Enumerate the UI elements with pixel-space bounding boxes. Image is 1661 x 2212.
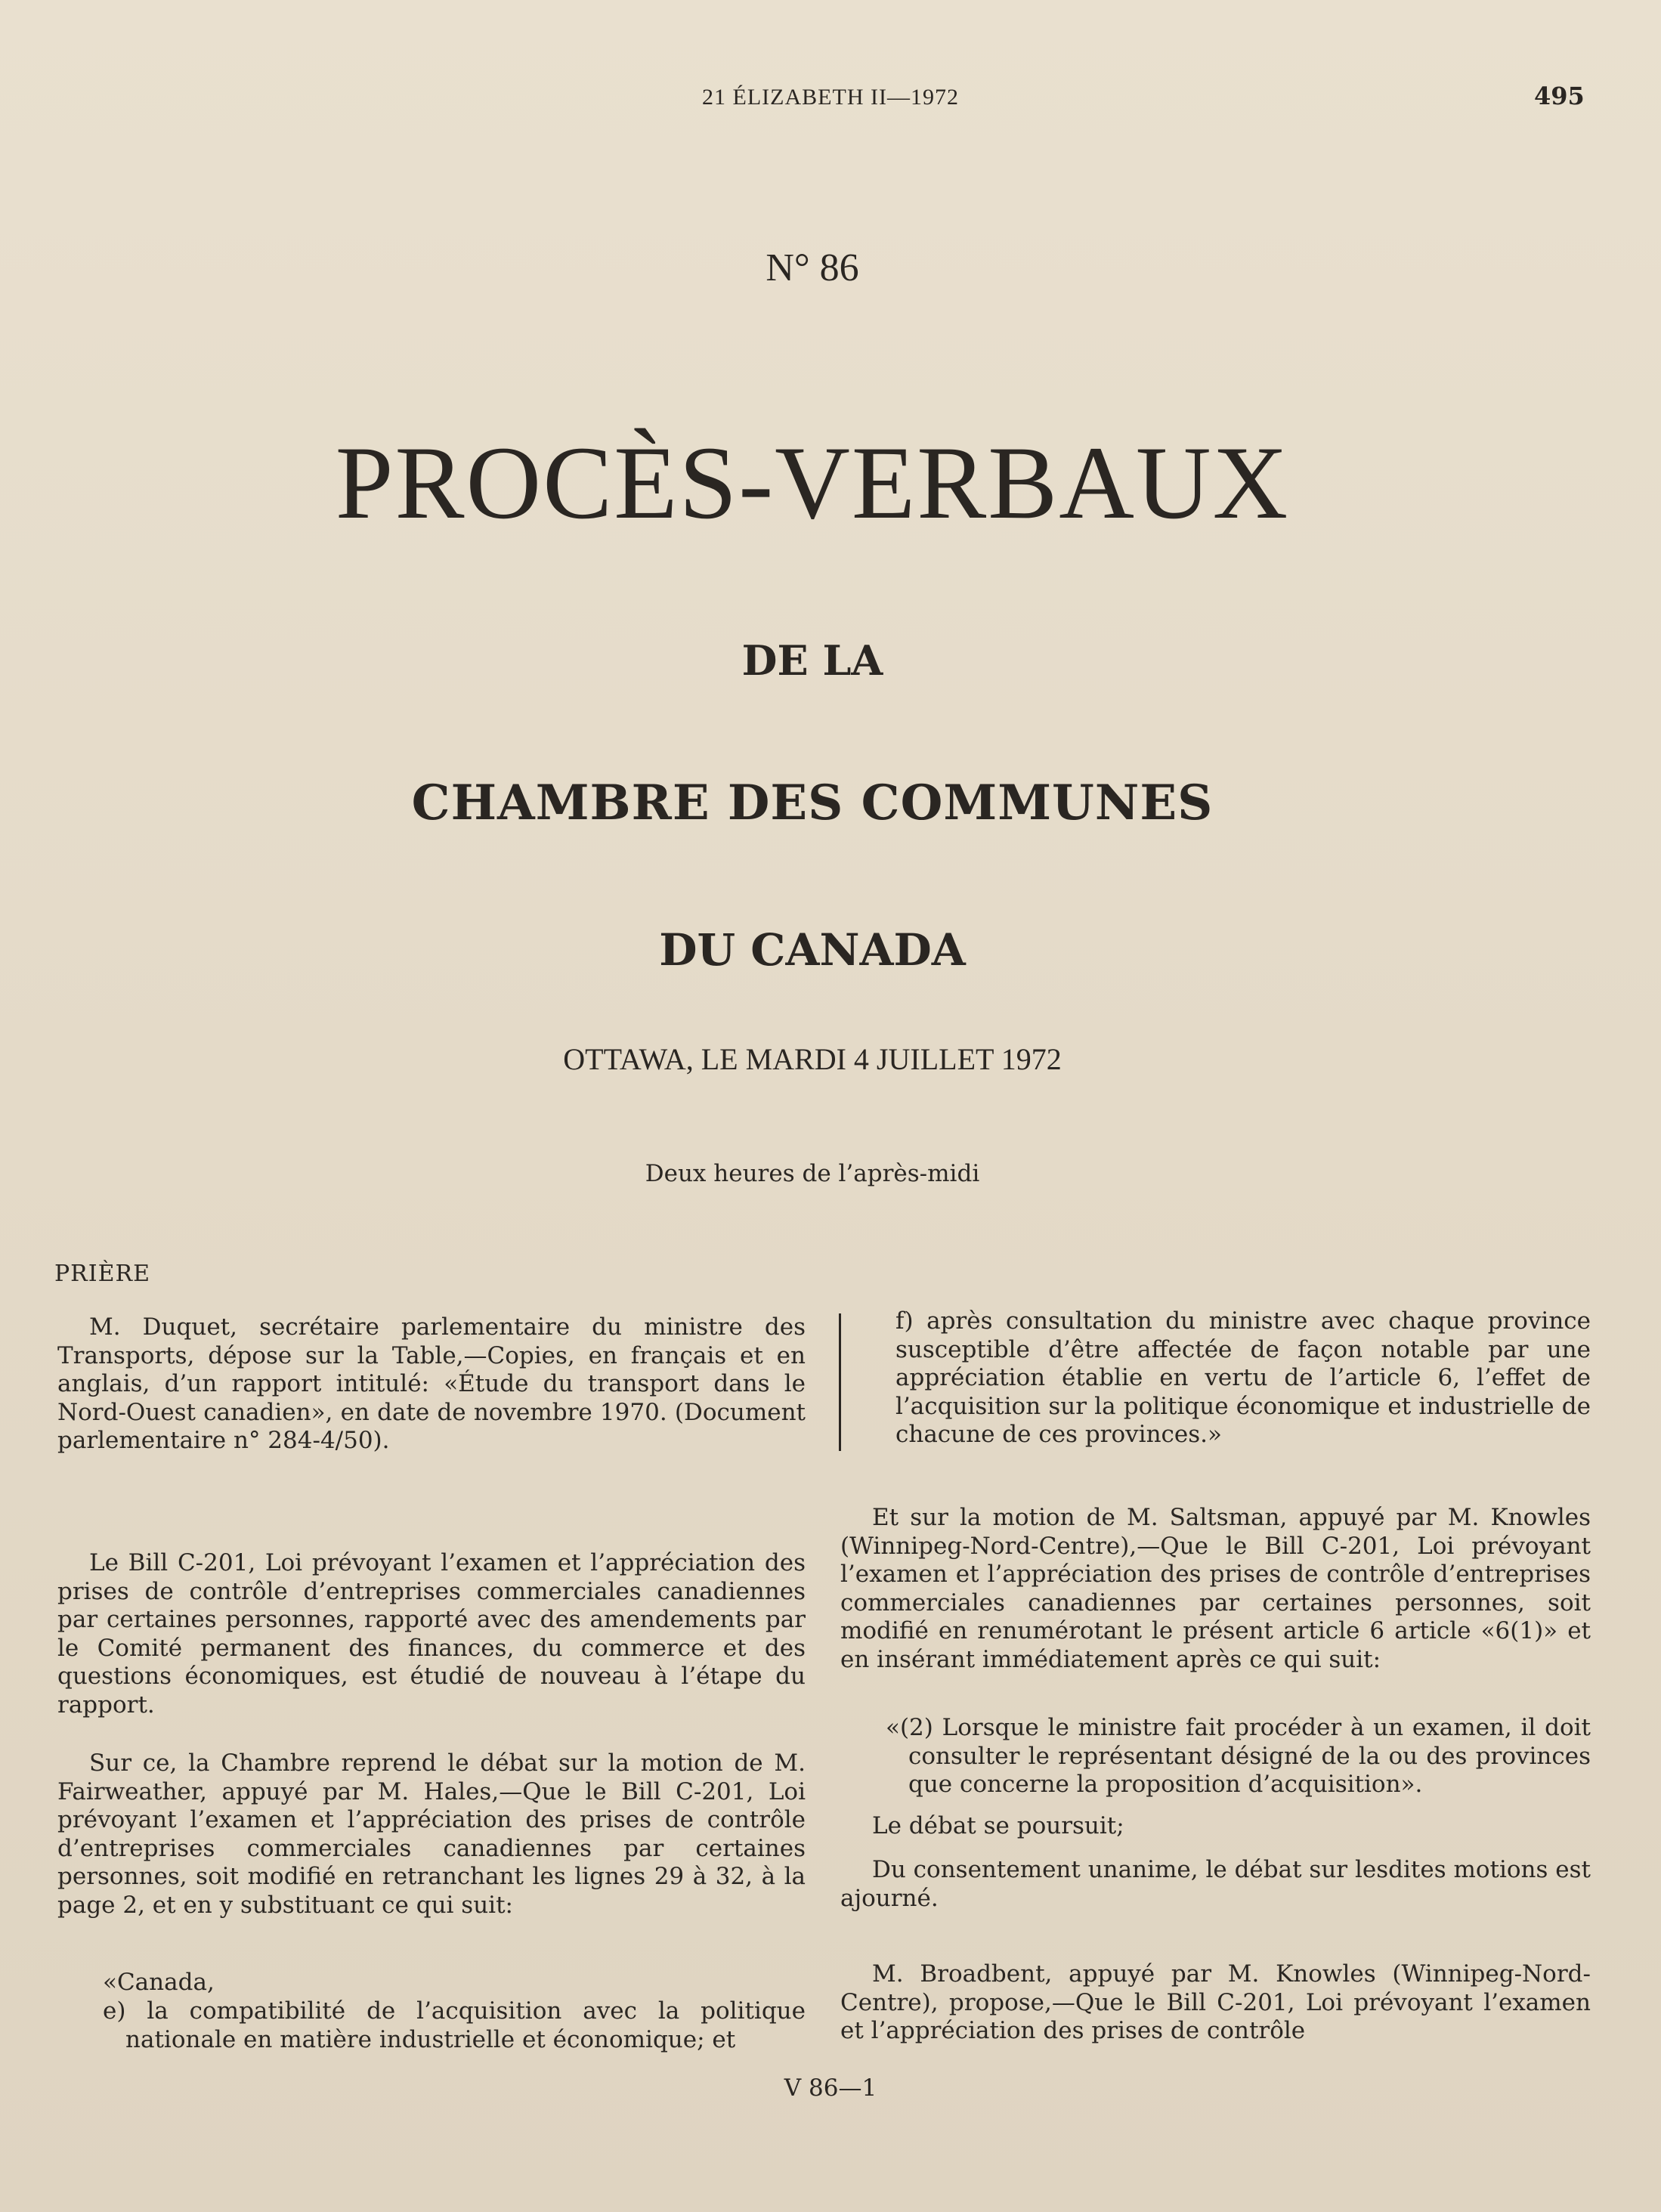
- paragraph-duquet: [57, 1313, 806, 1456]
- main-title: PROCÈS-VERBAUX: [335, 425, 1290, 540]
- subtitle-de-la: DE LA: [741, 636, 883, 685]
- quote-text: f) après consultation du ministre avec chaque province susceptible d’être affectée de façon notable par une appréciation établie en vertu de l’article 6, l’effet de l’acquisition sur la politique économique et industrielle de chacune de ces provinces.»: [895, 1307, 1591, 1448]
- paragraph-text: Du consentement unanime, le débat sur lesdites motions est ajourné.: [840, 1856, 1591, 1912]
- paragraph-saltsman: [840, 1504, 1591, 1674]
- footer-signature: V 86—1: [784, 2074, 877, 2102]
- paragraph-broadbent: [840, 1960, 1591, 2046]
- quote-2: [840, 1714, 1591, 1799]
- quote-e: [57, 1997, 806, 2054]
- quote-canada: [57, 1969, 806, 1997]
- paragraph-text: M. Duquet, secrétaire parlementaire du ministre des Transports, dépose sur la Table,—Copies, en français et en anglais, d’un rapport intitulé: «Étude du transport dans le Nord-Ouest canadien», en date de novembre 1970. (Document parlementaire n° 284-4/50).: [57, 1313, 806, 1454]
- issue-number: N° 86: [766, 246, 859, 289]
- page-number: 495: [1534, 82, 1585, 110]
- quote-text: «(2) Lorsque le ministre fait procéder à un examen, il doit consulter le représentant désigné de la ou des provinces que concerne la proposition d’acquisition».: [886, 1714, 1591, 1798]
- paragraph-debate: [57, 1749, 806, 1920]
- subtitle-canada: DU CANADA: [659, 924, 966, 976]
- column-divider-rule: [839, 1313, 841, 1451]
- subtitle-chambre: CHAMBRE DES COMMUNES: [411, 775, 1214, 831]
- paragraph-text: Et sur la motion de M. Saltsman, appuyé par M. Knowles (Winnipeg-Nord-Centre),—Que le Bill C-201, Loi prévoyant l’examen et l’appréciation des prises de contrôle d’entreprises commerciales canadiennes par certaines personnes, soit modifié en renumérotant le présent article 6 article «6(1)» et en insérant immédiatement après ce qui suit:: [840, 1504, 1591, 1673]
- sitting-date: OTTAWA, LE MARDI 4 JUILLET 1972: [563, 1042, 1062, 1076]
- quote-f: [895, 1307, 1591, 1449]
- paragraph-bill-c201: [57, 1549, 806, 1719]
- sitting-time: Deux heures de l’après-midi: [645, 1160, 980, 1187]
- section-heading-priere: PRIÈRE: [54, 1261, 151, 1287]
- paragraph-text: Sur ce, la Chambre reprend le débat sur la motion de M. Fairweather, appuyé par M. Hales,—Que le Bill C-201, Loi prévoyant l’examen et l’appréciation des prises de contrôle d’entreprises commerciales canadiennes par certaines personnes, soit modifié en retranchant les lignes 29 à 32, à la page 2, et en y substituant ce qui suit:: [57, 1749, 806, 1919]
- paragraph-text: Le Bill C-201, Loi prévoyant l’examen et l’appréciation des prises de contrôle d’entreprises commerciales canadiennes par certaines personnes, rapporté avec des amendements par le Comité permanent des finances, du commerce et des questions économiques, est étudié de nouveau à l’étape du rapport.: [57, 1549, 806, 1719]
- quote-text: «Canada,: [103, 1969, 215, 1996]
- running-head: 21 ÉLIZABETH II—1972: [702, 85, 959, 110]
- quote-text: e) la compatibilité de l’acquisition avec la politique nationale en matière industrielle et économique; et: [103, 1997, 806, 2053]
- paragraph-adjourned: [840, 1856, 1591, 1913]
- paragraph-continue: [840, 1812, 1591, 1841]
- paragraph-text: M. Broadbent, appuyé par M. Knowles (Winnipeg-Nord-Centre), propose,—Que le Bill C-201, Loi prévoyant l’examen et l’appréciation des prises de contrôle: [840, 1960, 1591, 2044]
- paragraph-text: Le débat se poursuit;: [872, 1812, 1124, 1839]
